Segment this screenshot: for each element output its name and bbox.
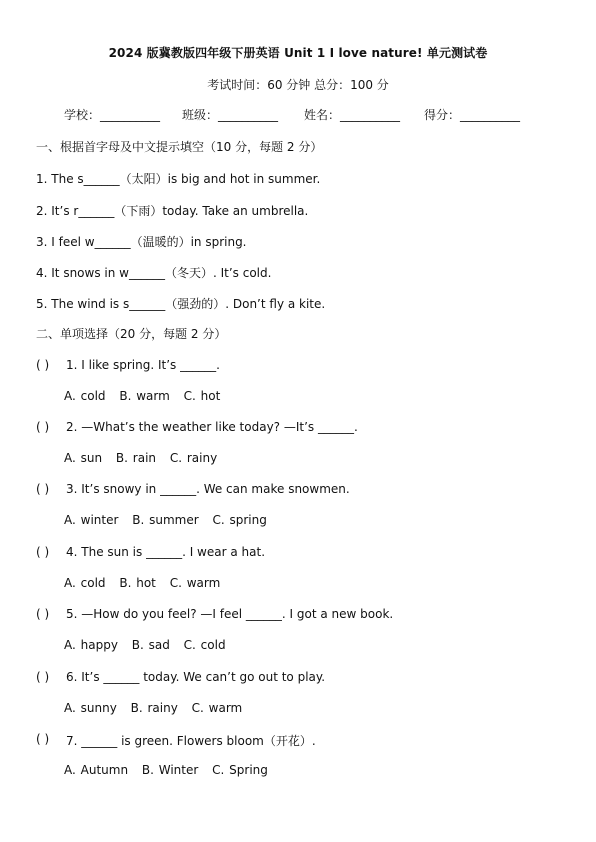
fill-item-5: 5. The wind is s______（强劲的）. Don’t fly a kite.	[36, 297, 326, 311]
choice-options-6	[64, 701, 251, 715]
exam-meta: 考试时间：60 分钟 总分：100 分	[207, 78, 389, 92]
choice-question-7: 7. ______ is green. Flowers bloom（开花）.	[66, 734, 316, 748]
choice-options-5	[64, 638, 235, 652]
answer-paren-4: ( )	[36, 545, 50, 559]
option-a: A. winter	[64, 513, 119, 527]
option-c: C. hot	[183, 389, 221, 403]
fill-item-3: 3. I feel w______（温暖的）in spring.	[36, 235, 247, 249]
option-b: B. hot	[119, 576, 156, 590]
option-a: A. sunny	[64, 701, 117, 715]
fill-item-1: 1. The s______（太阳）is big and hot in summer.	[36, 172, 321, 186]
choice-options-4	[64, 576, 229, 590]
choice-options-3	[64, 513, 276, 527]
choice-options-1	[64, 389, 229, 403]
answer-paren-6: ( )	[36, 670, 50, 684]
section-2-heading: 二、单项选择（20 分，每题 2 分）	[36, 327, 227, 341]
answer-paren-7: ( )	[36, 732, 50, 746]
option-c: C. spring	[212, 513, 267, 527]
option-b: B. sad	[131, 638, 170, 652]
choice-question-3: 3. It’s snowy in ______. We can make snowmen.	[66, 482, 350, 496]
fill-item-2: 2. It’s r______（下雨）today. Take an umbrella.	[36, 204, 309, 218]
option-a: A. cold	[64, 576, 106, 590]
option-c: C. rainy	[169, 451, 218, 465]
choice-question-1: 1. I like spring. It’s ______.	[66, 358, 220, 372]
section-1-heading: 一、根据首字母及中文提示填空（10 分，每题 2 分）	[36, 140, 323, 154]
option-a: A. happy	[64, 638, 118, 652]
option-a: A. sun	[64, 451, 103, 465]
option-b: B. Winter	[141, 763, 199, 777]
option-c: C. warm	[191, 701, 243, 715]
option-a: A. cold	[64, 389, 106, 403]
option-b: B. rainy	[130, 701, 178, 715]
name-field: 姓名：__________	[304, 108, 401, 122]
option-c: C. warm	[169, 576, 221, 590]
answer-paren-1: ( )	[36, 358, 50, 372]
choice-question-6: 6. It’s ______ today. We can’t go out to play.	[66, 670, 326, 684]
class-field: 班级：__________	[182, 108, 279, 122]
option-b: B. warm	[119, 389, 170, 403]
answer-paren-3: ( )	[36, 482, 50, 496]
score-field: 得分：__________	[424, 108, 521, 122]
answer-paren-2: ( )	[36, 420, 50, 434]
choice-options-2	[64, 451, 226, 465]
option-c: C. cold	[183, 638, 226, 652]
option-a: A. Autumn	[64, 763, 129, 777]
option-b: B. summer	[132, 513, 199, 527]
choice-question-5: 5. —How do you feel? —I feel ______. I got a new book.	[66, 607, 394, 621]
school-field: 学校：__________	[64, 108, 161, 122]
page-title: 2024 版冀教版四年级下册英语 Unit 1 I love nature! 单元测试卷	[108, 46, 488, 60]
option-c: C. Spring	[212, 763, 268, 777]
option-b: B. rain	[115, 451, 157, 465]
choice-question-4: 4. The sun is ______. I wear a hat.	[66, 545, 266, 559]
choice-question-2: 2. —What’s the weather like today? —It’s ______.	[66, 420, 358, 434]
choice-options-7	[64, 763, 277, 777]
answer-paren-5: ( )	[36, 607, 50, 621]
fill-item-4: 4. It snows in w______（冬天）. It’s cold.	[36, 266, 272, 280]
